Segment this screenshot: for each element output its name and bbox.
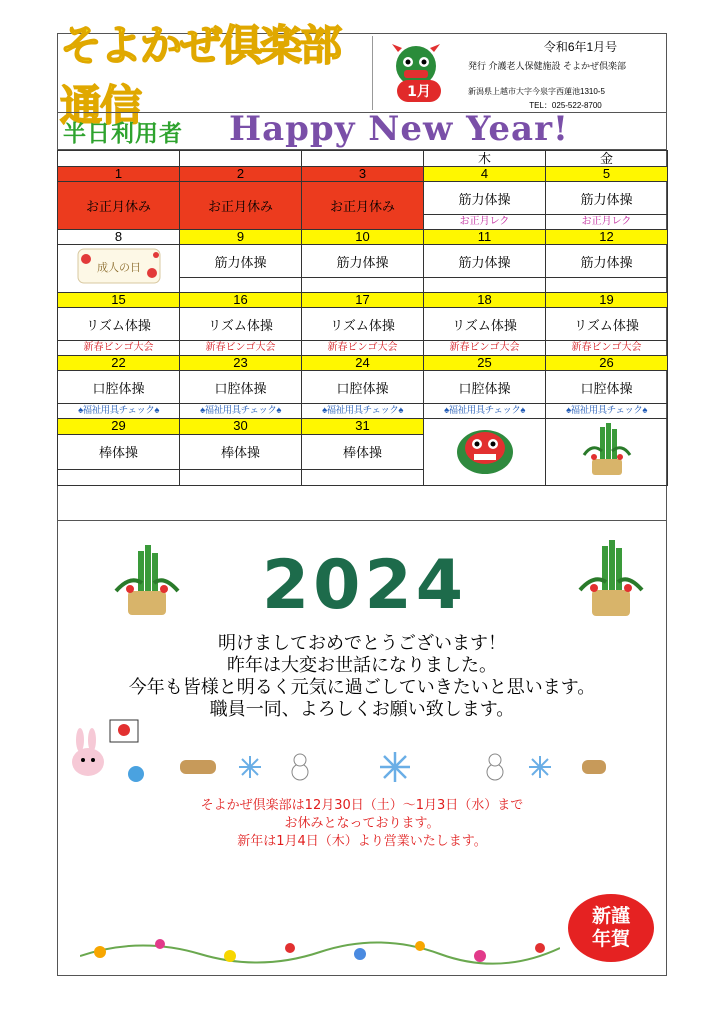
activity-cell: 筋力体操	[302, 245, 424, 278]
lion-dance-image	[424, 419, 546, 486]
date-cell: 26	[546, 356, 668, 371]
event-cell	[302, 278, 424, 293]
date-cell: 9	[180, 230, 302, 245]
kadomatsu-icon	[572, 421, 642, 479]
date-cell: 17	[302, 293, 424, 308]
kadomatsu-icon	[568, 540, 654, 620]
event-cell: ♠福祉用具チェック♠	[302, 404, 424, 419]
event-row	[58, 341, 668, 356]
section-divider	[57, 520, 667, 539]
event-cell	[180, 278, 302, 293]
activity-row	[58, 182, 668, 215]
snowman-icon	[487, 754, 503, 780]
date-row	[58, 419, 668, 435]
weekday-header	[180, 151, 302, 167]
activity-cell: リズム体操	[424, 308, 546, 341]
kadomatsu-icon	[104, 545, 190, 619]
notice-line: お休みとなっております。	[284, 816, 440, 831]
activity-row	[58, 245, 668, 278]
weekday-row	[58, 151, 668, 167]
closure-notice	[60, 797, 664, 851]
event-cell: ♠福祉用具チェック♠	[58, 404, 180, 419]
snowman-icon	[292, 754, 308, 780]
activity-cell: リズム体操	[58, 308, 180, 341]
date-cell: 2	[180, 167, 302, 182]
event-cell	[546, 278, 668, 293]
activity-cell: 口腔体操	[546, 371, 668, 404]
date-cell: 25	[424, 356, 546, 371]
date-cell: 15	[58, 293, 180, 308]
coming-of-age-day-image	[58, 245, 180, 293]
publisher: 発行 介護老人保健施設 そよかぜ倶楽部	[468, 61, 627, 71]
date-cell: 3	[302, 167, 424, 182]
date-cell: 19	[546, 293, 668, 308]
greeting-line: 昨年は大変お世話になりました。	[227, 655, 497, 676]
issue-info	[468, 38, 663, 111]
date-cell: 4	[424, 167, 546, 182]
kadomatsu-image	[546, 419, 668, 486]
date-cell: 11	[424, 230, 546, 245]
event-cell	[180, 470, 302, 486]
activity-row	[58, 308, 668, 341]
date-row	[58, 356, 668, 371]
date-cell: 18	[424, 293, 546, 308]
greeting-line: 職員一同、よろしくお願い致します。	[209, 699, 515, 720]
event-cell: 新春ビンゴ大会	[302, 341, 424, 356]
date-cell: 22	[58, 356, 180, 371]
activity-cell: 筋力体操	[424, 182, 546, 215]
weekday-header: 金	[546, 151, 668, 167]
holiday-cell: お正月休み	[180, 182, 302, 230]
newsletter-title: そよかぜ倶楽部 通信	[60, 21, 341, 130]
holiday-cell: お正月休み	[302, 182, 424, 230]
date-cell: 10	[302, 230, 424, 245]
telephone: TEL：025-522-8700	[529, 101, 602, 110]
date-cell: 16	[180, 293, 302, 308]
event-cell	[302, 470, 424, 486]
activity-cell: 筋力体操	[424, 245, 546, 278]
svg-text:成人の日: 成人の日	[96, 261, 141, 274]
issue-number: 令和6年1月号	[543, 40, 618, 54]
activity-cell: 筋力体操	[546, 245, 668, 278]
activity-cell: 口腔体操	[58, 371, 180, 404]
event-cell: ♠福祉用具チェック♠	[424, 404, 546, 419]
banner	[57, 109, 667, 150]
activity-cell: 棒体操	[302, 434, 424, 469]
date-row	[58, 293, 668, 308]
activity-row	[58, 371, 668, 404]
activity-cell: リズム体操	[546, 308, 668, 341]
activity-cell: リズム体操	[302, 308, 424, 341]
date-cell: 29	[58, 419, 180, 435]
stamp-line: 新謹	[591, 905, 630, 927]
year-graphic: 2024	[261, 546, 468, 625]
activity-cell: 棒体操	[180, 434, 302, 469]
date-cell: 23	[180, 356, 302, 371]
notice-line: 新年は1月4日（木）より営業いたします。	[237, 834, 487, 849]
activity-cell: 口腔体操	[180, 371, 302, 404]
header-divider	[372, 36, 373, 110]
date-cell: 31	[302, 419, 424, 435]
activity-calendar	[57, 150, 668, 486]
weekday-header	[302, 151, 424, 167]
month-badge: 1月	[397, 80, 441, 102]
date-row	[58, 230, 668, 245]
snowflake-icon	[239, 756, 261, 778]
half-day-users-label: 半日利用者	[63, 121, 183, 147]
activity-cell: 口腔体操	[424, 371, 546, 404]
greeting-line: 今年も皆様と明るく元気に過ごしていきたいと思います。	[128, 677, 596, 698]
event-cell: 新春ビンゴ大会	[180, 341, 302, 356]
happy-new-year-text: Happy New Year!	[229, 109, 569, 149]
flower-garland-icon	[80, 926, 560, 970]
activity-cell: 棒体操	[58, 434, 180, 469]
new-year-greeting	[60, 633, 664, 721]
greeting-line: 明けましておめでとうございます！	[218, 633, 506, 654]
rabbit-icon	[66, 718, 150, 788]
event-cell: お正月レク	[424, 215, 546, 230]
event-cell: 新春ビンゴ大会	[424, 341, 546, 356]
event-cell: お正月レク	[546, 215, 668, 230]
activity-cell: リズム体操	[180, 308, 302, 341]
event-cell: 新春ビンゴ大会	[58, 341, 180, 356]
date-cell: 5	[546, 167, 668, 182]
event-cell: 新春ビンゴ大会	[546, 341, 668, 356]
notice-line: そよかぜ倶楽部は12月30日（土）～1月3日（水）まで	[200, 798, 524, 813]
date-cell: 24	[302, 356, 424, 371]
date-cell: 30	[180, 419, 302, 435]
event-cell: ♠福祉用具チェック♠	[180, 404, 302, 419]
snowflake-icon	[380, 752, 410, 782]
event-row	[58, 404, 668, 419]
date-cell: 8	[58, 230, 180, 245]
address: 新潟県上越市大字今泉字西蓮池1310-5	[468, 87, 605, 96]
new-year-stamp	[568, 894, 654, 962]
stamp-line: 年賀	[591, 928, 630, 950]
activity-cell: 筋力体操	[546, 182, 668, 215]
event-cell: ♠福祉用具チェック♠	[546, 404, 668, 419]
winter-decoration-row	[150, 752, 620, 782]
date-cell: 1	[58, 167, 180, 182]
plum-blossom-icon	[64, 245, 174, 287]
event-cell	[424, 278, 546, 293]
date-row	[58, 167, 668, 182]
snowflake-icon	[529, 756, 551, 778]
weekday-header	[58, 151, 180, 167]
holiday-cell: お正月休み	[58, 182, 180, 230]
activity-cell: 口腔体操	[302, 371, 424, 404]
event-cell	[58, 470, 180, 486]
date-cell: 12	[546, 230, 668, 245]
activity-cell: 筋力体操	[180, 245, 302, 278]
lion-dance-icon	[450, 422, 520, 478]
weekday-header: 木	[424, 151, 546, 167]
